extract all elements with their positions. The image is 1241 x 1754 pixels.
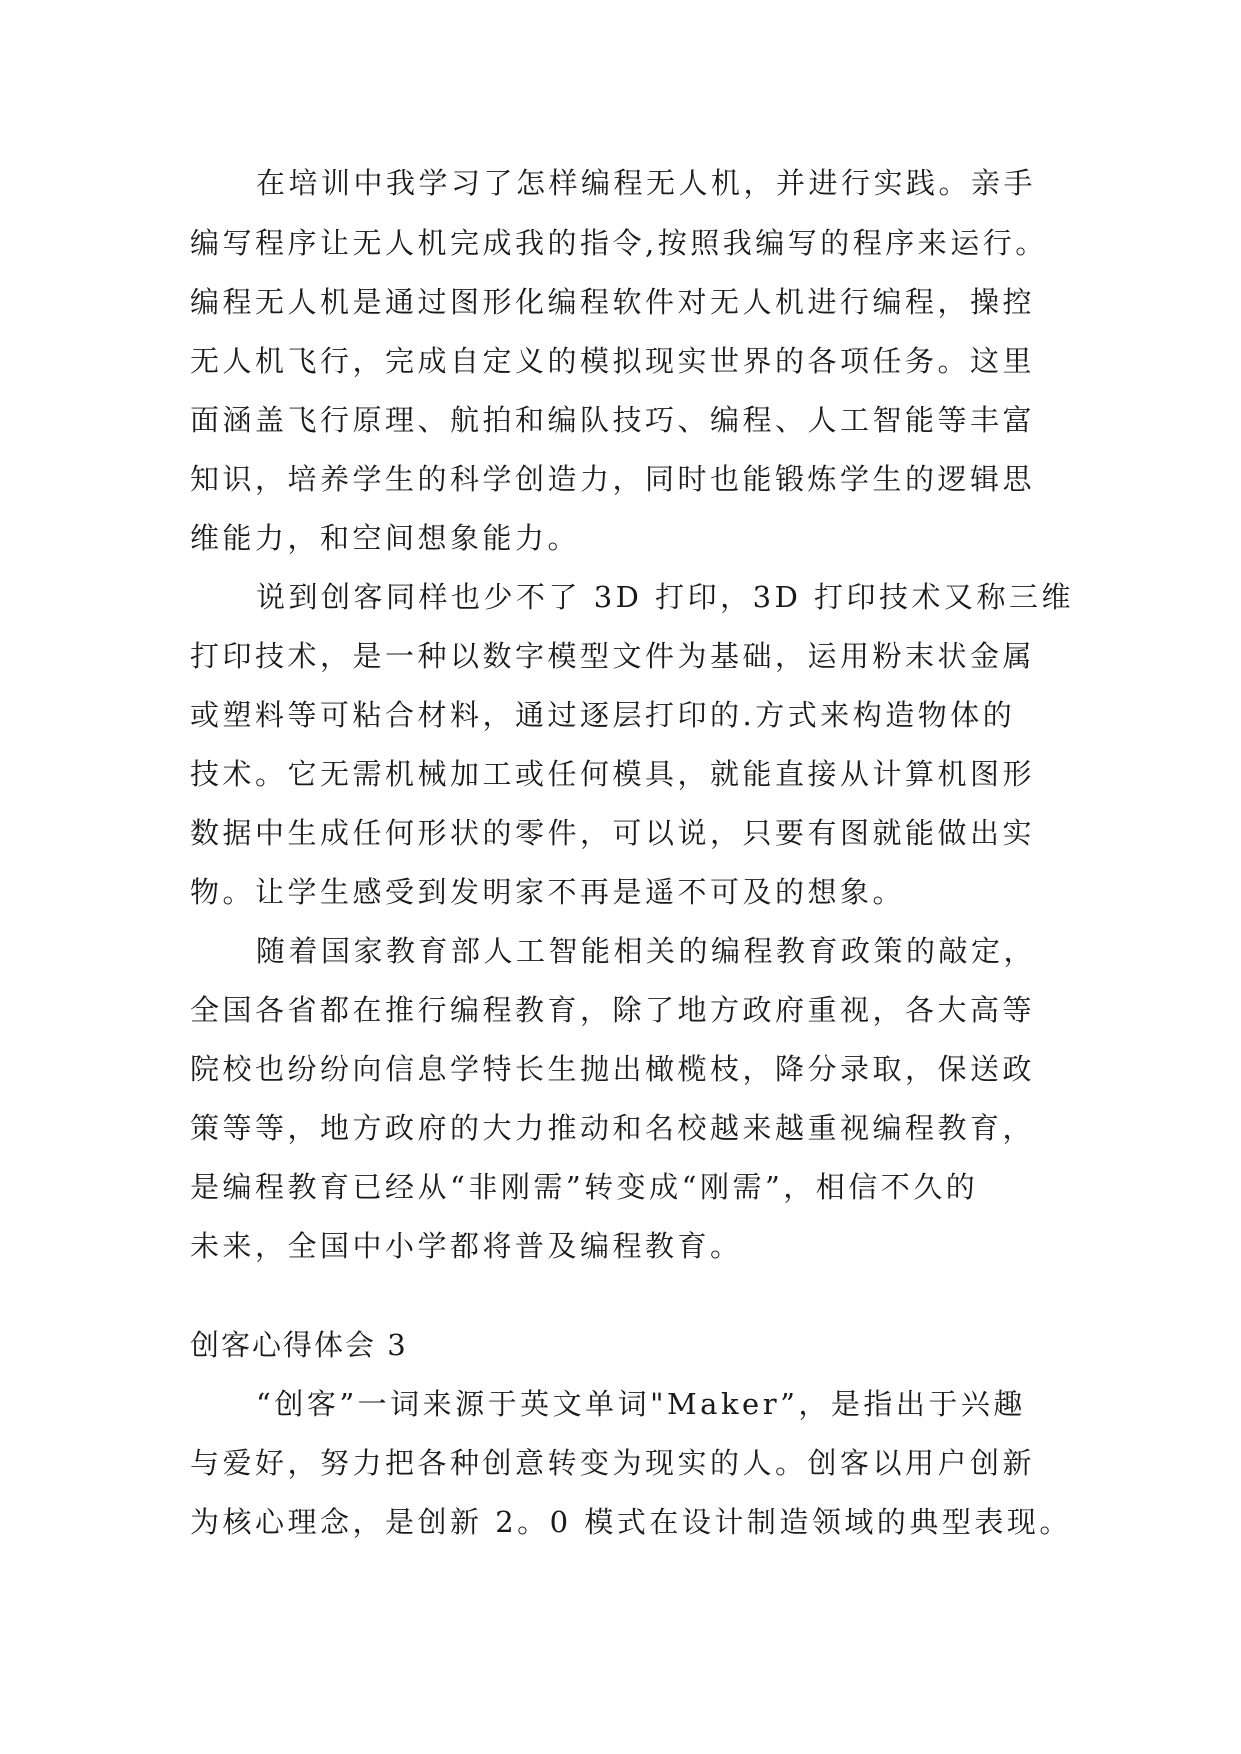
paragraph-line: 维能力，和空间想象能力。: [190, 521, 581, 555]
paragraph-line: 策等等，地方政府的大力推动和名校越来越重视编程教育，: [190, 1111, 1036, 1145]
paragraph-line: 知识，培养学生的科学创造力，同时也能锻炼学生的逻辑思: [190, 462, 1036, 496]
paragraph-line: 未来，全国中小学都将普及编程教育。: [190, 1229, 743, 1263]
paragraph-line: 院校也纷纷向信息学特长生抛出橄榄枝，降分录取，保送政: [190, 1052, 1036, 1086]
paragraph-line: 编程无人机是通过图形化编程软件对无人机进行编程，操控: [190, 285, 1036, 319]
section-heading: 创客心得体会 3: [190, 1328, 408, 1362]
paragraph-line: 全国各省都在推行编程教育，除了地方政府重视，各大高等: [190, 993, 1036, 1027]
paragraph-line: 或塑料等可粘合材料，通过逐层打印的.方式来构造物体的: [190, 698, 1016, 732]
paragraph-line: 编写程序让无人机完成我的指令,按照我编写的程序来运行。: [190, 226, 1048, 260]
paragraph-line: 物。让学生感受到发明家不再是遥不可及的想象。: [190, 875, 906, 909]
paragraph-line: 在培训中我学习了怎样编程无人机，并进行实践。亲手: [256, 166, 1037, 200]
paragraph-line: 数据中生成任何形状的零件，可以说，只要有图就能做出实: [190, 816, 1036, 850]
paragraph-line: 打印技术，是一种以数字模型文件为基础，运用粉末状金属: [190, 639, 1036, 673]
paragraph-line: 随着国家教育部人工智能相关的编程教育政策的敲定，: [256, 934, 1037, 968]
paragraph-line: 说到创客同样也少不了 3D 打印，3D 打印技术又称三维: [256, 580, 1075, 614]
paragraph-line: 是编程教育已经从“非刚需”转变成“刚需”，相信不久的: [190, 1170, 979, 1204]
paragraph-line: “创客”一词来源于英文单词"Maker”，是指出于兴趣: [256, 1387, 1026, 1421]
paragraph-line: 技术。它无需机械加工或任何模具，就能直接从计算机图形: [190, 757, 1036, 791]
paragraph-line: 无人机飞行，完成自定义的模拟现实世界的各项任务。这里: [190, 344, 1036, 378]
paragraph-line: 为核心理念，是创新 2。0 模式在设计制造领域的典型表现。: [190, 1505, 1072, 1539]
paragraph-line: 面涵盖飞行原理、航拍和编队技巧、编程、人工智能等丰富: [190, 403, 1036, 437]
paragraph-line: 与爱好，努力把各种创意转变为现实的人。创客以用户创新: [190, 1446, 1036, 1480]
